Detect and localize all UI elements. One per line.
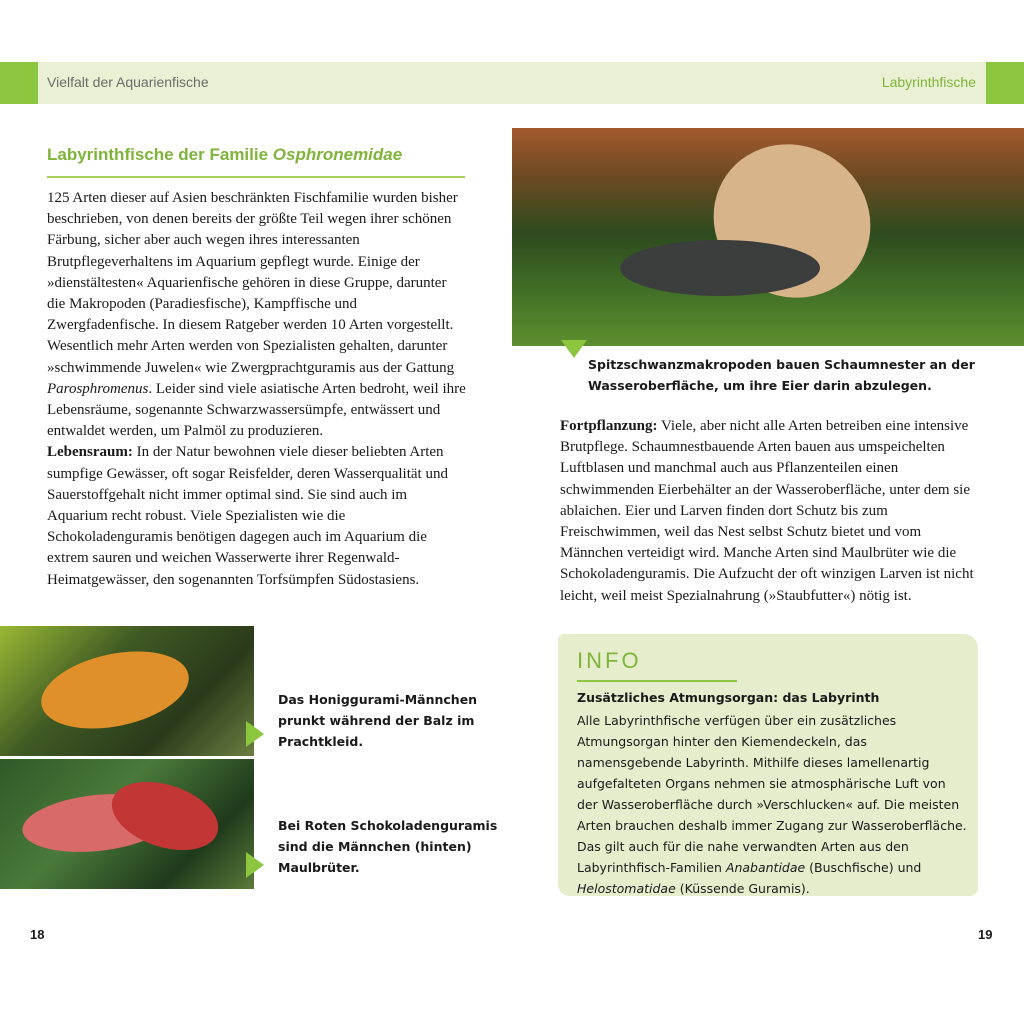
caption-bot: Bei Roten Schokoladenguramis sind die Männchen (hinten) Maulbrüter. <box>278 818 498 875</box>
fish-shape <box>103 770 227 863</box>
info-text <box>577 710 969 899</box>
page-number-left: 18 <box>30 927 45 942</box>
info-latin-anabantidae: Anabantidae <box>725 860 806 875</box>
photo-spike-tailed-paradise-fish <box>512 128 1024 346</box>
section-title <box>47 145 467 165</box>
caption-pointer-icon <box>561 340 587 358</box>
caption-pointer-icon <box>246 852 264 878</box>
photo-honey-gourami <box>0 626 254 756</box>
reproduction-text: Viele, aber nicht alle Arten betreiben eine intensive Brutpflege. Schaumnestbauende Arten bauen aus umspeichelten Luftblasen und manchmal auch aus Pflanzenteilen einen schwimmenden Eierbehälter an der Wasseroberfläche, unter dem sie ablaichen. Eier und Larven finden dort Schutz bis zum Freischwimmen, weil das Nest selbst Schutz bietet und vom Männchen verteidigt wird. Manche Arten sind Maulbrüter wie die Schokoladenguramis. Die Aufzucht der oft winzigen Larven ist nicht leicht, weil meist Spezialnahrung (»Staubfutter«) nötig ist. <box>560 418 974 604</box>
info-text-end: (Küssende Guramis). <box>675 881 810 896</box>
paragraph-habitat <box>47 442 467 590</box>
info-text-mid: (Buschfische) und <box>805 860 922 875</box>
page-number-right: 19 <box>978 927 993 942</box>
header-tab-right <box>986 62 1024 104</box>
caption-mid: Das Honiggurami-Männchen prunkt während der Balz im Prachtkleid. <box>278 692 478 749</box>
caption-top: Spitzschwanzmakropoden bauen Schaumnester an der Wasseroberfläche, um ihre Eier darin abzulegen. <box>588 357 975 393</box>
intro-text: 125 Arten dieser auf Asien beschränkten Fischfamilie wurden bisher beschrieben, von denen bereits der größte Teil wegen ihrer schönen Färbung, sicher aber auch wegen ihres interessanten Brutpflegeverhaltens im Aquarium gepflegt wurde. Einige der »dienstältesten« Aquarienfische gehören in diese Gruppe, darunter die Makropoden (Paradiesfische), Kampffische und Zwergfadenfische. In diesem Ratgeber werden 10 Arten vorgestellt. Wesentlich mehr Arten werden von Spezialisten gehalten, darunter »schwimmende Juwelen« wie Zwergprachtguramis aus der Gattung <box>47 190 458 376</box>
fish-shape <box>620 240 820 296</box>
header-section-title: Labyrinthfische <box>881 74 976 90</box>
right-column <box>560 416 980 607</box>
photo-chocolate-gourami <box>0 759 254 889</box>
header-tab-left <box>0 62 38 104</box>
info-text-start: Alle Labyrinthfische verfügen über ein zusätzliches Atmungsorgan hinter den Kiemendeckeln, das namensgebende Labyrinth. Mithilfe dieses lamellenartig aufgefalteten Organs nehmen sie atmosphärische Luft von der Wasseroberfläche durch »Verschlucken« auf. Die meisten Arten brauchen deshalb immer Zugang zur Wasseroberfläche. Das gilt auch für die nahe verwandten Arten aus den Labyrinthfisch-Familien <box>577 713 967 875</box>
fish-shape <box>34 639 196 741</box>
paragraph-reproduction <box>560 416 980 607</box>
habitat-label: Lebensraum: <box>47 444 133 461</box>
intro-latin: Parosphromenus <box>47 380 149 397</box>
info-title: Zusätzliches Atmungsorgan: das Labyrinth <box>577 690 880 705</box>
section-title-prefix: Labyrinthfische der Familie <box>47 145 273 164</box>
info-latin-helostomatidae: Helostomatidae <box>577 881 676 896</box>
title-underline <box>47 176 465 178</box>
section-title-latin: Osphronemidae <box>272 145 403 164</box>
info-label: INFO <box>577 648 642 673</box>
info-underline <box>577 680 737 682</box>
reproduction-label: Fortpflanzung: <box>560 418 658 434</box>
left-column <box>47 188 467 591</box>
header-chapter-title: Vielfalt der Aquarienfische <box>47 74 209 90</box>
paragraph-intro <box>47 188 467 442</box>
caption-pointer-icon <box>246 721 264 747</box>
fish-shape <box>683 128 900 328</box>
intro-text-end: . Leider sind viele asiatische Arten bedroht, weil ihre Lebensräume, sogenannte Schwarzwassersümpfe, entwässert und entwaldet werden, um Palmöl zu produzieren. <box>47 380 466 440</box>
habitat-text: In der Natur bewohnen viele dieser beliebten Arten sumpfige Gewässer, oft sogar Reisfelder, deren Wasserqualität und Sauerstoffgehalt nicht immer optimal sind. Sie sind auch im Aquarium recht robust. Viele Spezialisten wie die Schokoladenguramis benötigen dagegen auch im Aquarium die extrem sauren und weichen Wasserwerte ihrer Regenwald-Heimatgewässer, den sogenannten Torfsümpfen Südostasiens. <box>47 444 448 588</box>
